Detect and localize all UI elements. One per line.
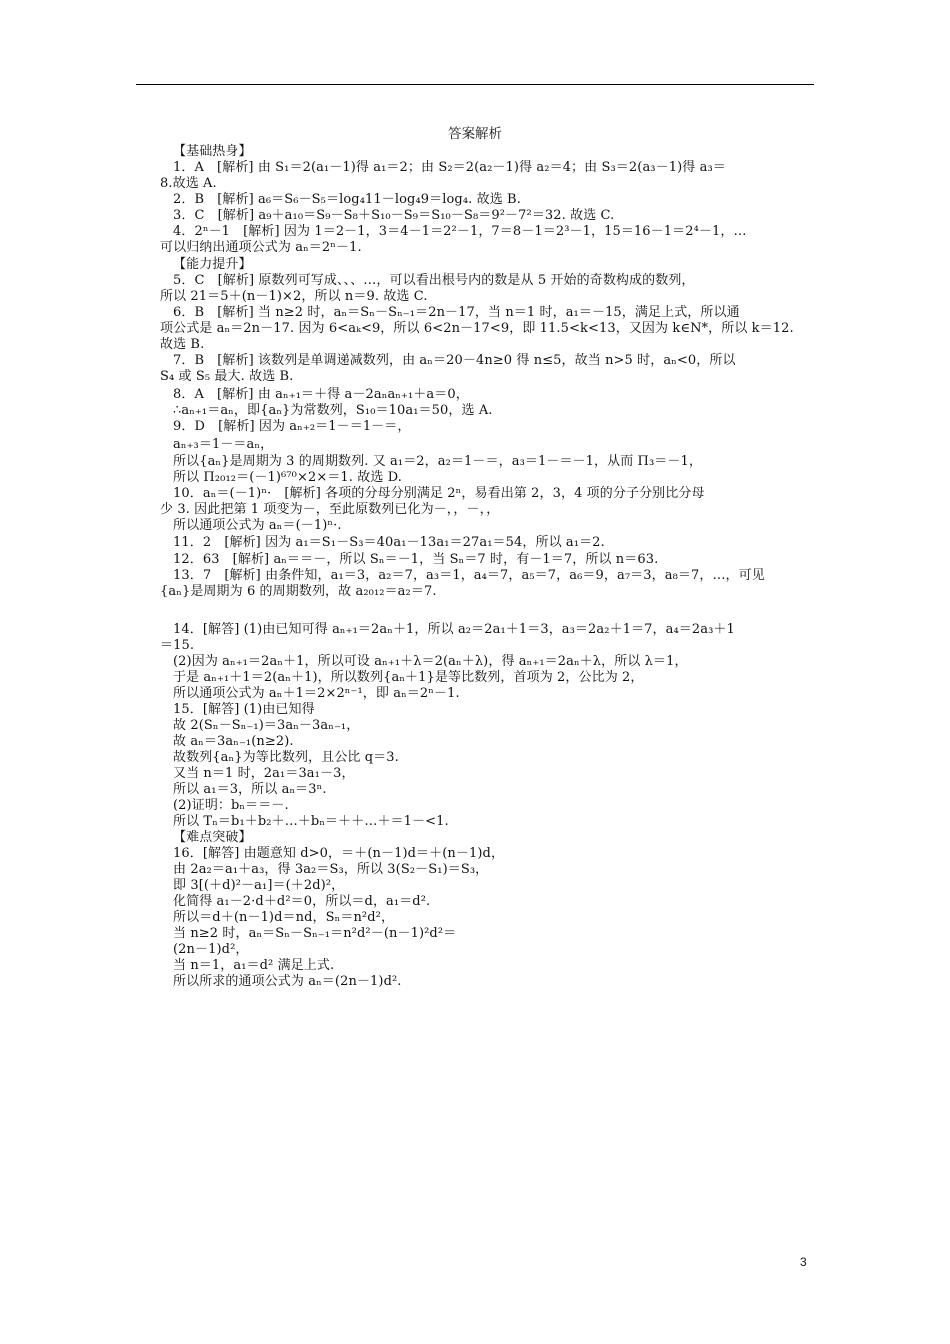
text-line: 16．[解答] 由题意知 d>0，＝＋(n－1)d＝＋(n－1)d， — [173, 846, 505, 861]
text-line: 少 3. 因此把第 1 项变为－，至此原数列已化为－，，－，， — [160, 502, 500, 517]
text-line: ∴aₙ₊₁＝aₙ，即{aₙ}为常数列，S₁₀＝10a₁＝50，选 A. — [173, 403, 493, 418]
text-line: 故选 B. — [160, 337, 205, 352]
text-line: 故数列{aₙ}为等比数列，且公比 q＝3. — [173, 750, 399, 765]
text-line: 8．A [解析] 由 aₙ₊₁＝＋得 a－2aₙaₙ₊₁＋a＝0， — [173, 387, 469, 402]
text-line: ＝15. — [160, 638, 195, 653]
text-line: 12．63 [解析] aₙ＝＝－，所以 Sₙ＝－1，当 Sₙ＝7 时，有－1＝7，所以 n＝63. — [173, 552, 659, 567]
text-line: 所以通项公式为 aₙ＝(－1)ⁿ·. — [173, 518, 342, 533]
text-line: 2．B [解析] a₆＝S₆－S₅＝log₄11－log₄9＝log₄. 故选 B. — [173, 192, 521, 207]
page-number: 3 — [800, 1255, 807, 1269]
text-line: 1．A [解析] 由 S₁＝2(a₁－1)得 a₁＝2；由 S₂＝2(a₂－1)得 a₂＝4；由 S₃＝2(a₃－1)得 a₃＝ — [173, 160, 726, 175]
text-line: 所以 Π₂₀₁₂＝(－1)⁶⁷⁰×2×＝1. 故选 D. — [173, 470, 402, 485]
text-line: 由 2a₂＝a₁＋a₃，得 3a₂＝S₃，所以 3(S₂－S₁)＝S₃， — [173, 862, 489, 877]
page-title: 答案解析 — [448, 126, 502, 142]
text-line: 所以所求的通项公式为 aₙ＝(2n－1)d². — [173, 974, 402, 989]
text-line: 所以{aₙ}是周期为 3 的周期数列. 又 a₁＝2，a₂＝1－＝，a₃＝1－＝－1，从而 Π₃＝－1， — [173, 454, 702, 469]
text-line: 8.故选 A. — [160, 176, 217, 191]
text-line: 可以归纳出通项公式为 aₙ＝2ⁿ－1. — [160, 240, 362, 255]
text-line: 项公式是 aₙ＝2n－17. 因为 6<aₖ<9，所以 6<2n－17<9，即 11.5<k<13，又因为 k∈N*，所以 k＝12. — [160, 321, 794, 336]
text-line: 当 n＝1，a₁＝d² 满足上式. — [173, 958, 335, 973]
text-line: (2)因为 aₙ₊₁＝2aₙ＋1，所以可设 aₙ₊₁＋λ＝2(aₙ＋λ)，得 aₙ₊₁＝2aₙ＋λ，所以 λ＝1， — [173, 654, 688, 669]
text-line: (2n－1)d²， — [173, 942, 249, 957]
text-line: 所以＝d＋(n－1)d＝nd，Sₙ＝n²d²， — [173, 910, 395, 925]
text-line: 10．aₙ＝(－1)ⁿ· [解析] 各项的分母分别满足 2ⁿ，易看出第 2，3，4 项的分子分别比分母 — [173, 486, 705, 501]
text-line: S₄ 或 S₅ 最大. 故选 B. — [160, 369, 294, 384]
text-line: 所以 21＝5＋(n－1)×2，所以 n＝9. 故选 C. — [160, 289, 428, 304]
section-heading: 【难点突破】 — [173, 830, 252, 845]
text-line: 4．2ⁿ－1 [解析] 因为 1＝2－1，3＝4－1＝2²－1，7＝8－1＝2³－1，15＝16－1＝2⁴－1，… — [173, 224, 747, 239]
header-rule — [136, 84, 814, 85]
text-line: 15．[解答] (1)由已知得 — [173, 702, 315, 717]
text-line: 故 2(Sₙ－Sₙ₋₁)＝3aₙ－3aₙ₋₁， — [173, 718, 360, 733]
text-line: 9．D [解析] 因为 aₙ₊₂＝1－＝1－＝， — [173, 419, 411, 434]
text-line: 所以通项公式为 aₙ＋1＝2×2ⁿ⁻¹，即 aₙ＝2ⁿ－1. — [173, 686, 460, 701]
text-line: 7．B [解析] 该数列是单调递减数列，由 aₙ＝20－4n≥0 得 n≤5，故当 n>5 时，aₙ<0，所以 — [173, 353, 736, 368]
text-line: 所以 a₁＝3，所以 aₙ＝3ⁿ. — [173, 782, 327, 797]
text-line: 当 n≥2 时，aₙ＝Sₙ－Sₙ₋₁＝n²d²－(n－1)²d²＝ — [173, 926, 457, 941]
section-heading: 【基础热身】 — [173, 144, 252, 159]
text-line: 化简得 a₁－2·d＋d²＝0，所以＝d，a₁＝d². — [173, 894, 431, 909]
text-line: 6．B [解析] 当 n≥2 时，aₙ＝Sₙ－Sₙ₋₁＝2n－17，当 n＝1 时，a₁＝－15，满足上式，所以通 — [173, 305, 740, 320]
text-line: 13．7 [解析] 由条件知，a₁＝3，a₂＝7，a₃＝1，a₄＝7，a₅＝7，a₆＝9，a₇＝3，a₈＝7，…，可见 — [173, 568, 765, 583]
text-line: 即 3[(＋d)²－a₁]＝(＋2d)²， — [173, 878, 345, 893]
text-line: 3．C [解析] a₉＋a₁₀＝S₉－S₈＋S₁₀－S₉＝S₁₀－S₈＝9²－7²＝32. 故选 C. — [173, 208, 615, 223]
text-line: 故 aₙ＝3aₙ₋₁(n≥2). — [173, 734, 294, 749]
text-line: 又当 n＝1 时，2a₁＝3a₁－3， — [173, 766, 355, 781]
section-heading: 【能力提升】 — [173, 257, 252, 272]
text-line: aₙ₊₃＝1－＝aₙ， — [173, 437, 274, 452]
text-line: {aₙ}是周期为 6 的周期数列，故 a₂₀₁₂＝a₂＝7. — [160, 584, 437, 599]
text-line: 11．2 [解析] 因为 a₁＝S₁－S₃＝40a₁－13a₁＝27a₁＝54，所以 a₁＝2. — [173, 535, 605, 550]
text-line: 于是 aₙ₊₁＋1＝2(aₙ＋1)，所以数列{aₙ＋1}是等比数列，首项为 2，公比为 2， — [173, 670, 644, 685]
text-line: 所以 Tₙ＝b₁＋b₂＋…＋bₙ＝＋＋…＋＝1－<1. — [173, 814, 449, 829]
text-line: 5．C [解析] 原数列可写成、、、…，可以看出根号内的数是从 5 开始的奇数构成的数列， — [173, 273, 695, 288]
text-line: (2)证明：bₙ＝＝－. — [173, 798, 289, 813]
text-line: 14．[解答] (1)由已知可得 aₙ₊₁＝2aₙ＋1，所以 a₂＝2a₁＋1＝3，a₃＝2a₂＋1＝7，a₄＝2a₃＋1 — [173, 622, 735, 637]
